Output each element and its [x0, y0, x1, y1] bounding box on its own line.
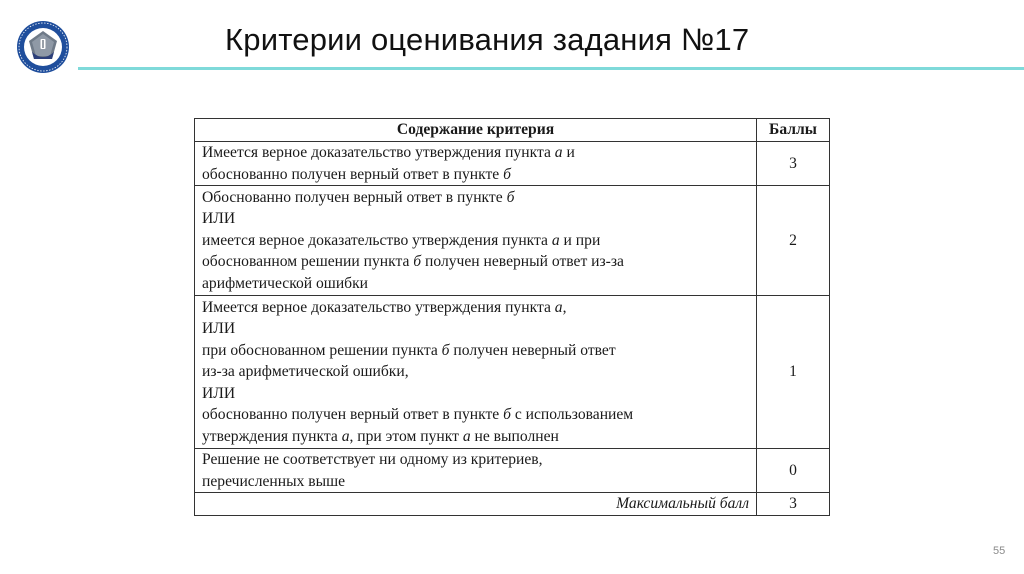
criterion-line: обоснованно получен верный ответ в пункте б с использованием [202, 406, 634, 424]
header-score: Баллы [757, 119, 830, 142]
max-score-label: Максимальный балл [195, 493, 757, 516]
criterion-line: обоснованном решении пункта б получен неверный ответ из-за [202, 253, 624, 271]
criterion-line: Имеется верное доказательство утверждения пункта а, [202, 298, 567, 316]
header-criterion: Содержание критерия [195, 119, 757, 142]
criterion-cell [195, 296, 757, 449]
criterion-line: утверждения пункта а, при этом пункт а не выполнен [202, 427, 559, 445]
criterion-line: Имеется верное доказательство утверждения пункта а и [202, 144, 575, 161]
slide-title: Критерии оценивания задания №17 [225, 22, 750, 57]
criteria-table [194, 118, 830, 516]
emblem-icon [16, 20, 70, 74]
title-underline [78, 67, 1024, 70]
max-score-row [195, 493, 830, 516]
criterion-cell [195, 449, 757, 493]
table-row [195, 449, 830, 493]
table-row [195, 186, 830, 296]
criterion-line: ИЛИ [202, 320, 236, 338]
criterion-line: арифметической ошибки [202, 274, 369, 292]
max-score-value: 3 [757, 493, 830, 516]
page-number: 55 [993, 545, 1006, 557]
criterion-line: имеется верное доказательство утверждения пункта а и при [202, 231, 601, 249]
criterion-line: из-за арифметической ошибки, [202, 363, 409, 381]
criterion-line: Обоснованно получен верный ответ в пункте б [202, 188, 515, 206]
table-row [195, 296, 830, 449]
table-row [195, 142, 830, 186]
score-cell: 0 [757, 449, 830, 493]
score-cell: 1 [757, 296, 830, 449]
criterion-line: перечисленных выше [202, 472, 346, 490]
table-header-row [195, 119, 830, 142]
score-cell: 3 [757, 142, 830, 186]
score-cell: 2 [757, 186, 830, 296]
criterion-cell [195, 186, 757, 296]
criterion-line: Решение не соответствует ни одному из критериев, [202, 451, 543, 468]
criterion-line: ИЛИ [202, 384, 236, 402]
criterion-line: при обоснованном решении пункта б получен неверный ответ [202, 341, 616, 359]
criterion-line: ИЛИ [202, 210, 236, 228]
criterion-cell [195, 142, 757, 186]
criterion-line: обоснованно получен верный ответ в пункте б [202, 165, 511, 183]
